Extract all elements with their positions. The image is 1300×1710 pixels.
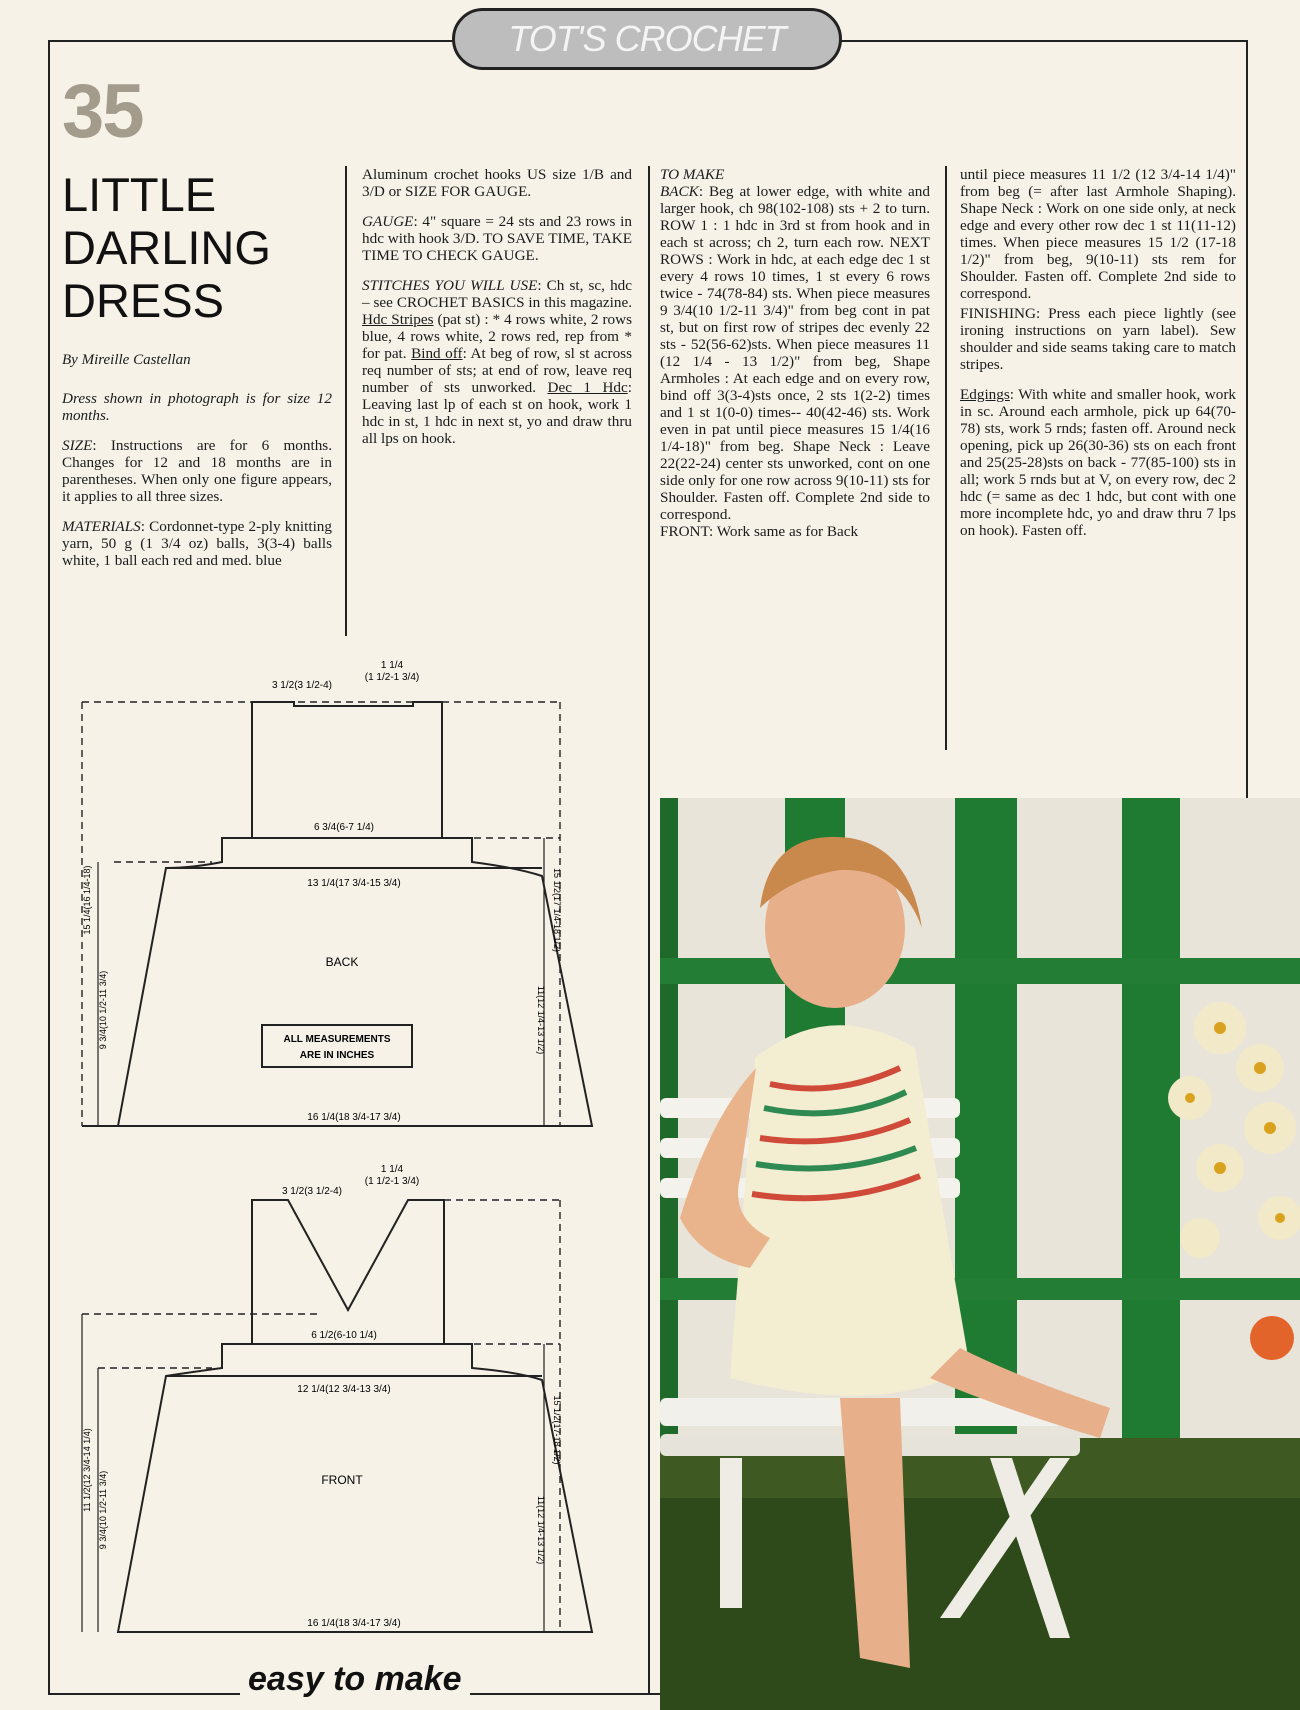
front-continued: until piece measures 11 1/2 (12 3/4-14 1/4)" from beg (= after last Armhole Shaping). Shape Neck : Work on one side only, at neck edge and every other row dec 1 st 11(11-12) times. When piece measures 15 1/2 (17-18 1/2)" from beg, 9(10-11) sts rem for Shoulder. Fasten off. Complete 2nd side to correspond. — [960, 166, 1236, 302]
column-rule-1 — [345, 166, 347, 636]
section-banner — [452, 8, 842, 70]
back-neck-top-b: (1 1/2-1 3/4) — [364, 672, 420, 683]
child-photo — [660, 798, 1300, 1710]
stitches-paragraph — [362, 277, 632, 447]
back-chest-width: 13 1/4(17 3/4-15 3/4) — [307, 878, 401, 889]
gauge-paragraph — [362, 213, 632, 264]
shown-note: Dress shown in photograph is for size 12 months. — [62, 390, 332, 424]
front-left-lower: 9 3/4(10 1/2-11 3/4) — [98, 1470, 108, 1550]
column-4 — [960, 166, 1236, 552]
column-1 — [62, 390, 332, 582]
hdc-stripes-text: (pat st) : * 4 rows white, 2 rows blue, 4 rows white, 2 rows red, rep from * for pat. — [362, 311, 633, 362]
banner-text: TOT'S CROCHET — [508, 18, 786, 59]
back-paragraph — [660, 183, 930, 540]
back-shoulder: 3 1/2(3 1/2-4) — [271, 680, 333, 691]
front-label: FRONT — [321, 1473, 363, 1487]
size-label: SIZE — [62, 437, 93, 454]
schematic-diagrams — [62, 650, 622, 1660]
front-right-upper: 15 1/2(17-18 1/2) — [552, 1395, 562, 1465]
front-text: : Work same as for Back — [709, 523, 859, 540]
to-make-heading — [660, 166, 930, 183]
front-right-lower: 11(12 1/4-13 1/2) — [536, 1495, 546, 1565]
dec-label: Dec 1 Hdc — [547, 379, 628, 396]
back-left-lower: 9 3/4(10 1/2-11 3/4) — [98, 970, 108, 1050]
front-shoulder: 3 1/2(3 1/2-4) — [281, 1186, 343, 1197]
column-rule-2 — [648, 166, 650, 1694]
hdc-stripes-label: Hdc Stripes — [362, 311, 434, 328]
back-left-upper: 15 1/4(16 1/4-18) — [82, 865, 92, 935]
measurement-note-line1: ALL MEASUREMENTS — [283, 1034, 391, 1045]
size-paragraph — [62, 437, 332, 505]
dec-text: : Leaving last lp of each st on hook, work 1 hdc in st, 1 hdc in next st, yo and draw thru all lps on hook. — [362, 379, 632, 447]
front-schematic — [118, 1200, 592, 1632]
edgings-label: Edgings — [960, 386, 1010, 403]
materials-paragraph — [62, 518, 332, 569]
bind-off-text: : At beg of row, sl st across req number of sts; at end of row, leave req number of sts unworked. — [362, 345, 632, 396]
back-neck-top: 1 1/4 — [380, 660, 404, 671]
gauge-label: GAUGE — [362, 213, 414, 230]
front-label: FRONT — [660, 523, 710, 540]
column-rule-3 — [945, 166, 947, 750]
front-guides — [82, 1200, 560, 1632]
byline: By Mireille Castellan — [62, 352, 191, 368]
title-line-2: DARLING — [62, 221, 271, 274]
materials-label: MATERIALS — [62, 518, 141, 535]
materials-text: : Cordonnet-type 2-ply knitting yarn, 50 g (1 3/4 oz) balls, 3(3-4) balls white, 1 ball each red and med. blue — [62, 518, 332, 569]
hooks-paragraph: Aluminum crochet hooks US size 1/B and 3/D or SIZE FOR GAUGE. — [362, 166, 632, 200]
edgings-paragraph — [960, 386, 1236, 539]
back-text: : Beg at lower edge, with white and larger hook, ch 98(102-108) sts + 2 to turn. ROW 1 : 1 hdc in 3rd st from hook and in each st across; ch 2, turn each row. NEXT ROWS : Work in hdc, at each edge dec 1 st every 4 rows 10 times, 1 st every 6 rows twice - 74(78-84) sts. When piece measures 9 3/4(10 1/2-11 3/4)" from beg cont in pat st, but on first row of stripes dec evenly 22 sts - 52(56-62)sts. When piece measures 11 (12 1/4 - 13 1/2)" from beg, Shape Armholes : At each edge and on every row, bind off 3(3-4)sts once, 2 sts 1(2-2) times and 1 st 1(0-0) times-- 40(42-46) sts. Work even in pat until piece measures 15 1/4(16 1/4-18)" from beg. Shape Neck : Leave 22(22-24) center sts unworked, cont on one side only for one row across 9(10-11) sts for Shoulder. Fasten off. Complete 2nd side to correspond. — [660, 183, 930, 523]
stitches-label: STITCHES YOU WILL USE — [362, 277, 538, 294]
easy-to-make-logo: easy to make — [240, 1660, 470, 1699]
front-neck-top-b: (1 1/2-1 3/4) — [364, 1176, 420, 1187]
back-label: BACK — [325, 955, 359, 969]
page-title — [62, 168, 271, 327]
finishing-text: : Press each piece lightly (see ironing instructions on yarn label). Sew shoulder and side seams taking care to match stripes. — [960, 305, 1236, 373]
bind-off-label: Bind off — [411, 345, 463, 362]
back-right-upper: 15 1/2(17 1/4-18 1/2) — [552, 867, 562, 953]
gauge-text: : 4" square = 24 sts and 23 rows in hdc with hook 3/D. TO SAVE TIME, TAKE TIME TO CHECK GAUGE. — [362, 213, 632, 264]
to-make-label: TO MAKE — [660, 166, 725, 183]
back-yoke-width: 6 3/4(6-7 1/4) — [313, 822, 375, 833]
measurement-note-line2: ARE IN INCHES — [299, 1050, 375, 1061]
front-left-upper: 11 1/2(12 3/4-14 1/4) — [82, 1428, 92, 1512]
back-right-lower: 11(12 1/4-13 1/2) — [536, 985, 546, 1055]
front-hem-width: 16 1/4(18 3/4-17 3/4) — [307, 1618, 401, 1629]
back-label: BACK — [660, 183, 699, 200]
edgings-text: : With white and smaller hook, work in sc. Around each armhole, pick up 64(70-78) sts, work 5 rnds; fasten off. Around neck opening, pick up 26(30-36) sts on each front and 25(25-28)sts on back - 77(85-100) sts in all; work 5 rnds but at V, on every row, dec 2 hdc (= same as dec 1 hdc, but cont with one more incomplete hdc, yo and draw thru 7 lps on hook). Fasten off. — [960, 386, 1236, 539]
column-3 — [660, 166, 930, 553]
title-line-1: LITTLE — [62, 168, 217, 221]
front-yoke-width: 6 1/2(6-10 1/4) — [311, 1330, 377, 1341]
pattern-number: 35 — [62, 69, 143, 154]
title-line-3: DRESS — [62, 274, 224, 327]
front-outline — [118, 1200, 592, 1632]
front-neck-top: 1 1/4 — [380, 1164, 404, 1175]
finishing-paragraph — [960, 305, 1236, 373]
stitches-text: : Ch st, sc, hdc – see CROCHET BASICS in this magazine. — [362, 277, 632, 311]
finishing-label: FINISHING — [960, 305, 1036, 322]
column-2 — [362, 166, 632, 460]
front-chest-width: 12 1/4(12 3/4-13 3/4) — [297, 1384, 391, 1395]
back-hem-width: 16 1/4(18 3/4-17 3/4) — [307, 1112, 401, 1123]
size-text: : Instructions are for 6 months. Changes for 12 and 18 months are in parentheses. When only one figure appears, it applies to all three sizes. — [62, 437, 332, 505]
